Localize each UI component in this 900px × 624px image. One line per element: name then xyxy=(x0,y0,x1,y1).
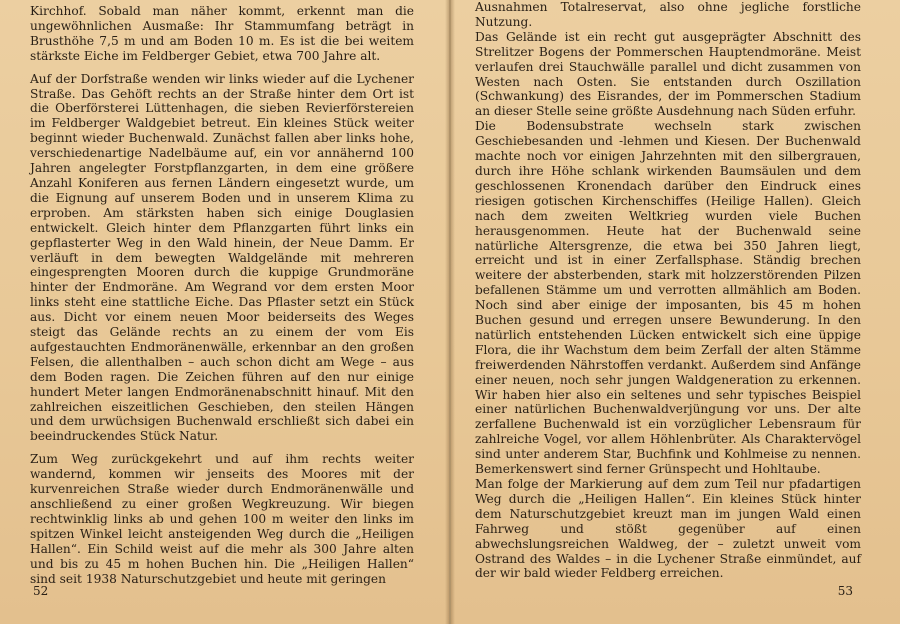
paragraph: Das Gelände ist ein recht gut ausgeprägter Abschnitt des Strelitzer Bogens der Pommerschen Hauptendmoräne. Meist verlaufen drei Stauchwälle parallel und dicht zusammen von Westen nach Osten. Sie entstanden durch Oszillation (Schwankung) des Eisrandes, der im Pommerschen Stadium an dieser Stelle seine größte Ausdehnung nach Süden erfuhr. xyxy=(475,29,861,119)
right-page-text xyxy=(475,0,861,581)
paragraph: Ausnahmen Totalreservat, also ohne jegliche forstliche Nutzung. xyxy=(475,0,861,29)
paragraph: Man folge der Markierung auf dem zum Teil nur pfadartigen Weg durch die „Heiligen Hallen“. Ein kleines Stück hinter dem Naturschutzgebiet kreuzt man im jungen Wald einen Fahrweg und stößt gegenüber auf einen abwechslungsreichen Waldweg, der – zuletzt unweit vom Ostrand des Waldes – in die Lychener Straße einmündet, auf der wir bald wieder Feldberg erreichen. xyxy=(475,477,861,581)
page-number: 53 xyxy=(837,584,853,598)
page-number: 52 xyxy=(33,584,49,598)
right-page xyxy=(451,0,900,624)
book-gutter xyxy=(445,0,455,624)
paragraph: Die Bodensubstrate wechseln stark zwischen Geschiebesanden und -lehmen und Kiesen. Der Buchenwald machte noch vor einigen Jahrzehnten mit den silbergrauen, durch ihre Höhe schlank wirkenden Baumsäulen und dem geschlossenen Kronendach darüber den Eindruck eines riesigen gotischen Kirchenschiffes (Heilige Hallen). Gleich nach dem zweiten Weltkrieg wurden viele Buchen herausgenommen. Heute hat der Buchenwald seine natürliche Altersgrenze, die etwa bei 350 Jahren liegt, erreicht und ist in einer Zerfallsphase. Ständig brechen weitere der absterbenden, stark mit holzzerstörenden Pilzen befallenen Stämme um und verrotten allmählich am Boden. Noch sind aber einige der imposanten, bis 45 m hohen Buchen gesund und erregen unsere Bewunderung. In den natürlich entstehenden Lücken entwickelt sich eine üppige Flora, die ihr Wachstum dem beim Zerfall der alten Stämme freiwerdenden Nährstoffen verdankt. Außerdem sind Anfänge einer neuen, noch sehr jungen Waldgeneration zu erkennen. Wir haben hier also ein seltenes und sehr typisches Beispiel einer natürlichen Buchenwaldverjüngung vor uns. Der alte zerfallene Buchenwald ist ein vorzüglicher Lebensraum für zahlreiche Vogel, vor allem Höhlenbrüter. Als Charaktervögel sind unter anderem Star, Buchfink und Kohlmeise zu nennen. Bemerkenswert sind ferner Grünspecht und Hohltaube. xyxy=(475,119,861,477)
paragraph: Kirchhof. Sobald man näher kommt, erkennt man die ungewöhnlichen Ausmaße: Ihr Stammumfang beträgt in Brusthöhe 7,5 m und am Boden 10 m. Es ist die bei weitem stärkste Eiche im Feldberger Gebiet, etwa 700 Jahre alt. xyxy=(30,4,414,63)
left-page-text xyxy=(30,4,414,586)
paragraph: Auf der Dorfstraße wenden wir links wieder auf die Lychener Straße. Das Gehöft rechts an der Straße hinter dem Ort ist die Oberförsterei Lüttenhagen, die sieben Revierförstereien im Feldberger Waldgebiet betreut. Ein kleines Stück weiter beginnt wieder Buchenwald. Zunächst fallen aber links hohe, verschiedenartige Nadelbäume auf, ein vor annähernd 100 Jahren angelegter Forstpflanzgarten, in dem eine größere Anzahl Koniferen aus fernen Ländern eingesetzt wurde, um die Eignung auf unserem Boden und in unserem Klima zu erproben. Am stärksten haben sich einige Douglasien entwickelt. Gleich hinter dem Pflanzgarten führt links ein gepflasterter Weg in den Wald hinein, der Neue Damm. Er verläuft in dem bewegten Waldgelände mit mehreren eingesprengten Mooren durch die kuppige Grundmoräne hinter der Endmoräne. Am Wegrand vor dem ersten Moor links steht eine stattliche Eiche. Das Pflaster setzt ein Stück aus. Dicht vor einem neuen Moor beiderseits des Weges steigt das Gelände rechts an zu einem der vom Eis aufgestauchten Endmoränenwälle, erkennbar an den großen Felsen, die allenthalben – auch schon dicht am Wege – aus dem Boden ragen. Die Zeichen führen auf den nur einige hundert Meter langen Endmoränenabschnitt hinauf. Mit den zahlreichen eiszeitlichen Geschieben, den steilen Hängen und dem urwüchsigen Buchenwald erschließt sich dabei ein beeindruckendes Stück Natur. xyxy=(30,71,414,444)
left-page xyxy=(0,0,449,624)
paragraph: Zum Weg zurückgekehrt und auf ihm rechts weiter wandernd, kommen wir jenseits des Moores mit der kurvenreichen Straße wieder durch Endmoränenwälle und anschließend zu einer großen Wegkreuzung. Wir biegen rechtwinklig links ab und gehen 100 m weiter den links im spitzen Winkel leicht ansteigenden Weg durch die „Heiligen Hallen“. Ein Schild weist auf die mehr als 300 Jahre alten und bis zu 45 m hohen Buchen hin. Die „Heiligen Hallen“ sind seit 1938 Naturschutzgebiet und heute mit geringen xyxy=(30,452,414,586)
